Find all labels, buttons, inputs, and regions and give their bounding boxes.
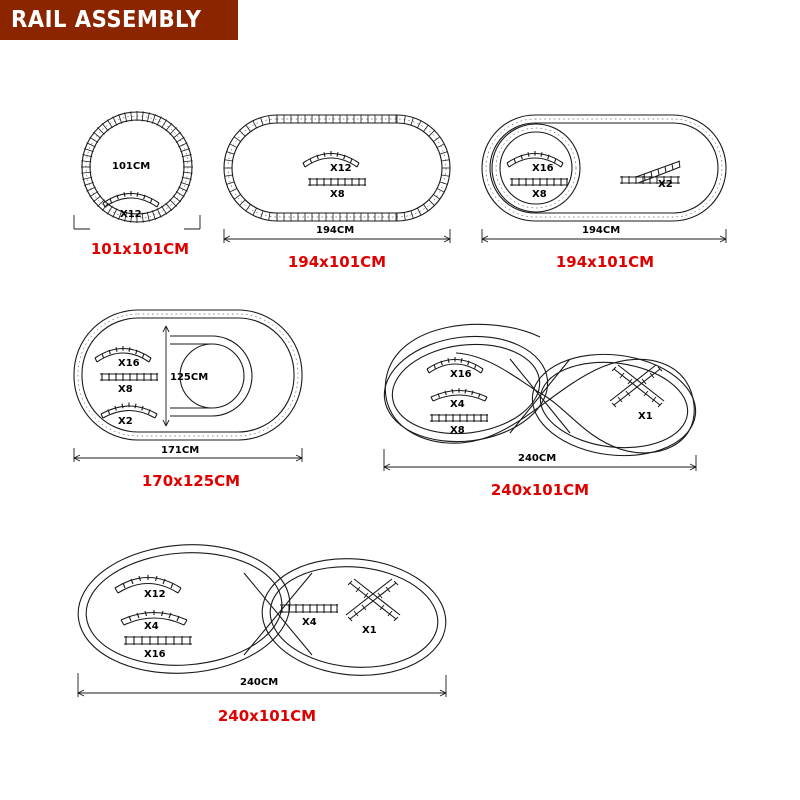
layout-diagram-3 bbox=[470, 105, 740, 280]
header-banner bbox=[0, 0, 238, 40]
dimension-label: 240CM bbox=[518, 453, 557, 464]
crossing-track-icon bbox=[608, 359, 666, 415]
part-count-label: X16 bbox=[532, 163, 554, 174]
part-count-label: X8 bbox=[118, 384, 133, 395]
dimension-label: 194CM bbox=[582, 225, 621, 236]
part-count-label: X4 bbox=[144, 621, 159, 632]
part-count-label: X2 bbox=[118, 416, 133, 427]
dimension-label: 125CM bbox=[170, 372, 209, 383]
part-count-label: X1 bbox=[362, 625, 377, 636]
layout-caption-5: 240x101CM bbox=[490, 481, 590, 499]
layout-caption-1: 101x101CM bbox=[90, 240, 190, 258]
layout-caption-2: 194x101CM bbox=[287, 253, 387, 271]
layout-diagram-2 bbox=[212, 105, 462, 280]
dimension-label-vertical-top bbox=[169, 316, 172, 327]
part-count-label: X8 bbox=[532, 189, 547, 200]
straight-track-icon bbox=[508, 175, 570, 189]
part-count-label: X16 bbox=[118, 358, 140, 369]
part-count-label: X12 bbox=[144, 589, 166, 600]
layout-diagram-1 bbox=[60, 105, 220, 275]
crossing-track-icon bbox=[344, 573, 402, 629]
part-count-label: X8 bbox=[330, 189, 345, 200]
part-count-label: X16 bbox=[450, 369, 472, 380]
straight-track-icon bbox=[278, 601, 340, 617]
part-count-label: X1 bbox=[638, 411, 653, 422]
part-count-label: X16 bbox=[144, 649, 166, 660]
part-count-label: X4 bbox=[450, 399, 465, 410]
part-count-label: X4 bbox=[302, 617, 317, 628]
straight-track-icon bbox=[306, 175, 368, 189]
dimension-label: 101CM bbox=[112, 161, 151, 172]
part-count-label: X2 bbox=[658, 179, 673, 190]
part-count-label: X8 bbox=[450, 425, 465, 436]
layout-caption-3: 194x101CM bbox=[555, 253, 655, 271]
layout-caption-4: 170x125CM bbox=[141, 472, 241, 490]
straight-track-icon bbox=[98, 370, 160, 384]
layout-caption-6: 240x101CM bbox=[217, 707, 317, 725]
layout-diagram-5 bbox=[370, 315, 710, 505]
part-count-label: X12 bbox=[330, 163, 352, 174]
dimension-label: 171CM bbox=[161, 445, 200, 456]
dimension-label: 194CM bbox=[316, 225, 355, 236]
straight-track-icon bbox=[122, 633, 194, 649]
dimension-label: 240CM bbox=[240, 677, 279, 688]
layout-diagram-4 bbox=[62, 300, 320, 505]
curved-track-icon bbox=[100, 183, 162, 209]
part-count-label: X12 bbox=[120, 209, 142, 220]
page-title: RAIL ASSEMBLY bbox=[11, 7, 202, 33]
straight-track-icon bbox=[428, 411, 490, 425]
layout-diagram-6 bbox=[62, 525, 472, 745]
